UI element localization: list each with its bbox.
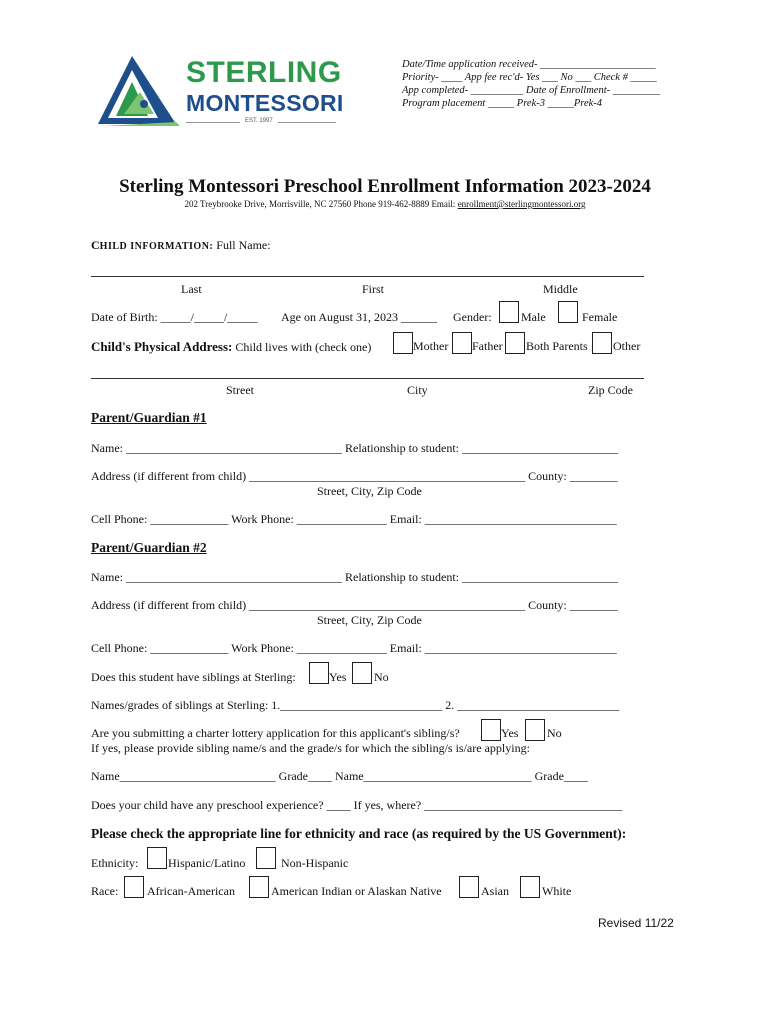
siblings-yes-checkbox[interactable] xyxy=(309,662,329,684)
first-name-label: First xyxy=(362,282,385,296)
american-indian-label: American Indian or Alaskan Native xyxy=(271,884,442,898)
siblings-no-checkbox[interactable] xyxy=(352,662,372,684)
guardian2-address-row[interactable]: Address (if different from child) ______________________________________________ County: ________ xyxy=(91,598,618,612)
enrollment-email-link[interactable]: enrollment@sterlingmontessori.org xyxy=(457,199,586,209)
revised-date: Revised 11/22 xyxy=(598,916,674,930)
siblings-no-label: No xyxy=(374,670,389,684)
child-info-heading xyxy=(91,238,271,253)
guardian2-phones-row[interactable]: Cell Phone: _____________ Work Phone: _______________ Email: ________________________________ xyxy=(91,641,617,655)
both-parents-label: Both Parents xyxy=(526,339,588,353)
guardian2-name-row[interactable]: Name: ____________________________________ Relationship to student: __________________________ xyxy=(91,570,618,584)
both-parents-checkbox[interactable] xyxy=(505,332,525,354)
logo-text-sterling: STERLING xyxy=(186,56,342,89)
lives-with-label: Child lives with (check one) xyxy=(235,340,372,354)
white-checkbox[interactable] xyxy=(520,876,540,898)
male-checkbox[interactable] xyxy=(499,301,519,323)
lottery-no-checkbox[interactable] xyxy=(525,719,545,741)
guardian1-heading: Parent/Guardian #1 xyxy=(91,410,207,425)
other-checkbox[interactable] xyxy=(592,332,612,354)
sibling-name-grade-row[interactable]: Name__________________________ Grade____ Name____________________________ Grade____ xyxy=(91,769,588,783)
guardian1-address-row[interactable]: Address (if different from child) ______________________________________________ County: ________ xyxy=(91,469,618,483)
street-label: Street xyxy=(226,383,254,397)
child-address-label: Child's Physical Address: xyxy=(91,339,233,354)
full-name-label: Full Name: xyxy=(216,238,271,252)
male-label: Male xyxy=(521,310,546,324)
non-hispanic-checkbox[interactable] xyxy=(256,847,276,869)
other-label: Other xyxy=(613,339,641,353)
page-title: Sterling Montessori Preschool Enrollment Information 2023-2024 xyxy=(119,176,651,197)
guardian1-street-city-label: Street, City, Zip Code xyxy=(317,484,422,498)
logo-rule-left xyxy=(186,122,240,123)
siblings-question: Does this student have siblings at Sterling: xyxy=(91,670,296,684)
preschool-experience-row[interactable]: Does your child have any preschool experience? ____ If yes, where? _________________________________ xyxy=(91,798,623,812)
female-label: Female xyxy=(582,310,618,324)
female-checkbox[interactable] xyxy=(558,301,578,323)
address-text: 202 Treybrooke Drive, Morrisville, NC 27560 Phone 919-462-8889 Email: xyxy=(184,199,456,209)
lottery-yes-checkbox[interactable] xyxy=(481,719,501,741)
school-address xyxy=(0,199,770,209)
gender-label: Gender: xyxy=(453,310,492,324)
hispanic-label: Hispanic/Latino xyxy=(168,856,246,870)
african-american-checkbox[interactable] xyxy=(124,876,144,898)
white-label: White xyxy=(542,884,572,898)
mother-checkbox[interactable] xyxy=(393,332,413,354)
non-hispanic-label: Non-Hispanic xyxy=(281,856,349,870)
ethnicity-label: Ethnicity: xyxy=(91,856,139,870)
age-field[interactable]: Age on August 31, 2023 ______ xyxy=(281,310,437,324)
dob-field[interactable]: Date of Birth: _____/_____/_____ xyxy=(91,310,258,324)
child-address-field[interactable] xyxy=(91,378,644,379)
heading-rest: HILD INFORMATION: xyxy=(99,241,214,252)
race-label: Race: xyxy=(91,884,119,898)
city-label: City xyxy=(407,383,428,397)
lottery-yes-label: Yes xyxy=(501,726,519,740)
lottery-question: Are you submitting a charter lottery application for this applicant's sibling/s? xyxy=(91,726,460,740)
guardian2-heading: Parent/Guardian #2 xyxy=(91,540,207,555)
guardian1-phones-row[interactable]: Cell Phone: _____________ Work Phone: _______________ Email: ________________________________ xyxy=(91,512,617,526)
office-priority: Priority- ____ App fee rec'd- Yes ___ No ___ Check # _____ xyxy=(402,72,657,83)
child-name-field[interactable] xyxy=(91,276,644,277)
guardian2-street-city-label: Street, City, Zip Code xyxy=(317,613,422,627)
zip-label: Zip Code xyxy=(588,383,633,397)
african-american-label: African-American xyxy=(147,884,235,898)
lottery-if-yes-text: If yes, please provide sibling name/s and the grade/s for which the sibling/s is/are applying: xyxy=(91,741,530,755)
father-checkbox[interactable] xyxy=(452,332,472,354)
american-indian-checkbox[interactable] xyxy=(249,876,269,898)
logo-est: EST. 1997 xyxy=(245,118,273,124)
middle-name-label: Middle xyxy=(543,282,578,296)
asian-checkbox[interactable] xyxy=(459,876,479,898)
office-app-completed: App completed- __________ Date of Enrollment- _________ xyxy=(402,85,660,96)
office-date-received: Date/Time application received- ______________________ xyxy=(402,59,656,70)
ethnicity-heading: Please check the appropriate line for ethnicity and race (as required by the US Government): xyxy=(91,826,627,841)
father-label: Father xyxy=(472,339,503,353)
child-address-row xyxy=(91,339,371,355)
sibling-names-row[interactable]: Names/grades of siblings at Sterling: 1.___________________________ 2. ___________________________ xyxy=(91,698,620,712)
logo-rule-right xyxy=(278,122,336,123)
last-name-label: Last xyxy=(181,282,202,296)
heading-initial: C xyxy=(91,238,100,252)
guardian1-name-row[interactable]: Name: ____________________________________ Relationship to student: __________________________ xyxy=(91,441,618,455)
office-program-placement: Program placement _____ Prek-3 _____Prek-4 xyxy=(402,98,603,109)
lottery-no-label: No xyxy=(547,726,562,740)
mother-label: Mother xyxy=(413,339,449,353)
siblings-yes-label: Yes xyxy=(329,670,347,684)
asian-label: Asian xyxy=(481,884,509,898)
hispanic-checkbox[interactable] xyxy=(147,847,167,869)
logo-text-montessori: MONTESSORI xyxy=(186,90,344,116)
